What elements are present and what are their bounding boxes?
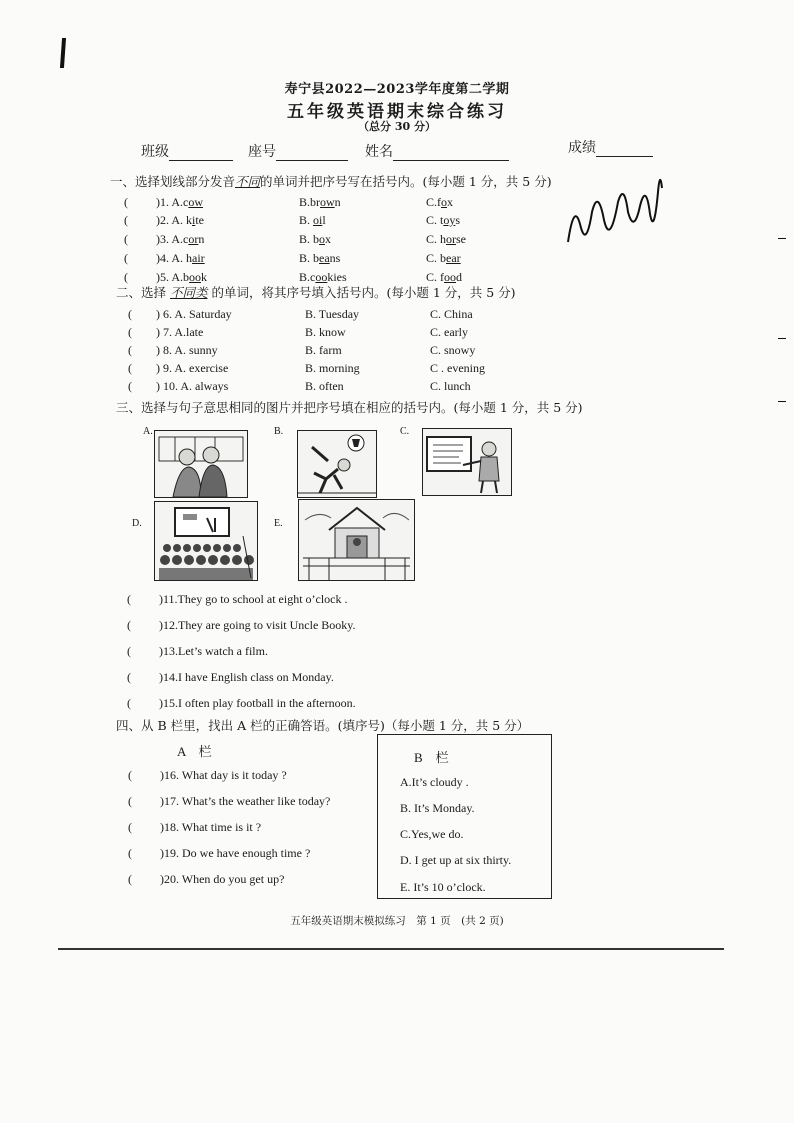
answer-bracket[interactable]: ( — [124, 195, 128, 209]
handwritten-scribble — [562, 162, 678, 248]
page-divider — [58, 948, 724, 950]
answer-option: A.It’s cloudy . — [400, 775, 469, 789]
answer-bracket[interactable]: ( — [127, 592, 131, 606]
question-item: )1. A.cow — [156, 195, 203, 209]
sentence-item: )14.I have English class on Monday. — [159, 670, 334, 684]
answer-bracket[interactable]: ( — [124, 213, 128, 227]
picture-b-football — [297, 430, 377, 498]
option-b: B.brown — [299, 195, 341, 209]
picture-label-b: B. — [274, 426, 284, 437]
answer-option: B. It’s Monday. — [400, 801, 475, 815]
answer-bracket[interactable]: ( — [128, 325, 132, 339]
option-b: B. oil — [299, 213, 326, 227]
option-b: B. often — [305, 379, 344, 393]
picture-label-c: C. — [400, 426, 410, 437]
question-item: )16. What day is it today ? — [160, 768, 287, 782]
picture-label-a: A. — [143, 426, 153, 437]
score-field[interactable] — [568, 137, 653, 157]
option-c: C. horse — [426, 232, 467, 246]
class-blank[interactable] — [169, 146, 233, 161]
option-c: C. bear — [426, 251, 461, 265]
scan-mark — [60, 38, 66, 68]
column-b-box — [377, 734, 552, 899]
sentence-item: )12.They are going to visit Uncle Booky. — [159, 618, 356, 632]
option-c: C. lunch — [430, 379, 471, 393]
answer-bracket[interactable]: ( — [128, 794, 132, 808]
option-b: B. know — [305, 325, 346, 339]
sentence-item: )11.They go to school at eight o’clock . — [159, 592, 348, 606]
option-c: C.fox — [426, 195, 453, 209]
answer-bracket[interactable]: ( — [128, 872, 132, 886]
question-item: )17. What’s the weather like today? — [160, 794, 331, 808]
exam-title-line2: 五年级英语期末综合练习 — [287, 102, 507, 122]
option-b: B. beans — [299, 251, 341, 265]
answer-bracket[interactable]: ( — [128, 379, 132, 393]
question-item: ) 10. A. always — [156, 379, 229, 393]
question-item: )3. A.corn — [156, 232, 205, 246]
option-c: C. food — [426, 270, 462, 284]
section2-heading: 二、选择 不同类 的单词，将其序号填入括号内。(每小题 1 分，共 5 分) — [116, 285, 516, 300]
option-b: B. morning — [305, 361, 360, 375]
answer-bracket[interactable]: ( — [127, 670, 131, 684]
sentence-item: )13.Let’s watch a film. — [159, 644, 268, 658]
option-c: C. China — [430, 307, 473, 321]
answer-bracket[interactable]: ( — [128, 361, 132, 375]
question-item: ) 9. A. exercise — [156, 361, 229, 375]
answer-option: C.Yes,we do. — [400, 827, 464, 841]
answer-bracket[interactable]: ( — [124, 251, 128, 265]
picture-c-teacher-board — [422, 428, 512, 496]
answer-bracket[interactable]: ( — [127, 696, 131, 710]
answer-bracket[interactable]: ( — [128, 768, 132, 782]
picture-e-visit-house — [298, 499, 415, 581]
question-item: ) 8. A. sunny — [156, 343, 218, 357]
total-score-note: （总分 30 分） — [358, 120, 436, 133]
class-field[interactable] — [141, 141, 233, 161]
question-item: )20. When do you get up? — [160, 872, 285, 886]
option-c: C. snowy — [430, 343, 476, 357]
question-item: )19. Do we have enough time ? — [160, 846, 311, 860]
seat-label: 座号 — [248, 144, 276, 160]
picture-label-d: D. — [132, 518, 142, 529]
question-item: ) 7. A.late — [156, 325, 204, 339]
answer-option: D. I get up at six thirty. — [400, 853, 512, 867]
option-b: B. farm — [305, 343, 342, 357]
class-label: 班级 — [141, 144, 169, 160]
question-item: )2. A. kite — [156, 213, 205, 227]
answer-bracket[interactable]: ( — [128, 343, 132, 357]
column-a-title: A 栏 — [177, 744, 212, 759]
answer-bracket[interactable]: ( — [128, 820, 132, 834]
seat-blank[interactable] — [276, 146, 348, 161]
picture-d-cinema — [154, 501, 258, 581]
picture-label-e: E. — [274, 518, 283, 529]
name-label: 姓名 — [365, 144, 393, 160]
page-footer: 五年级英语期末模拟练习 第 1 页 (共 2 页) — [290, 915, 504, 927]
section4-heading: 四、从 B 栏里，找出 A 栏的正确答语。(填序号)（每小题 1 分，共 5 分） — [116, 718, 530, 733]
column-b-title: B 栏 — [414, 750, 449, 765]
seat-field[interactable] — [248, 141, 348, 161]
option-c: C. early — [430, 325, 468, 339]
name-field[interactable] — [365, 141, 509, 161]
answer-bracket[interactable]: ( — [127, 644, 131, 658]
scan-mark — [778, 401, 786, 402]
score-blank[interactable] — [596, 142, 653, 157]
answer-option: E. It’s 10 o’clock. — [400, 880, 486, 894]
scan-mark — [778, 238, 786, 239]
question-item: )18. What time is it ? — [160, 820, 262, 834]
option-b: B. Tuesday — [305, 307, 360, 321]
section3-heading: 三、选择与句子意思相同的图片并把序号填在相应的括号内。(每小题 1 分，共 5 分) — [116, 400, 583, 415]
question-item: )5. A.book — [156, 270, 207, 284]
option-c: C . evening — [430, 361, 485, 375]
name-blank[interactable] — [393, 146, 509, 161]
section1-heading: 一、选择划线部分发音不同的单词并把序号写在括号内。(每小题 1 分，共 5 分) — [110, 174, 552, 189]
answer-bracket[interactable]: ( — [128, 307, 132, 321]
exam-title-line1: 寿宁县2022—2023学年度第二学期 — [284, 82, 510, 97]
picture-a-children-school — [154, 430, 248, 498]
answer-bracket[interactable]: ( — [128, 846, 132, 860]
option-b: B.cookies — [299, 270, 347, 284]
option-b: B. box — [299, 232, 332, 246]
question-item: )4. A. hair — [156, 251, 205, 265]
answer-bracket[interactable]: ( — [124, 270, 128, 284]
answer-bracket[interactable]: ( — [124, 232, 128, 246]
score-label: 成绩 — [568, 140, 596, 156]
answer-bracket[interactable]: ( — [127, 618, 131, 632]
scan-mark — [778, 338, 786, 339]
question-item: ) 6. A. Saturday — [156, 307, 232, 321]
option-c: C. toys — [426, 213, 461, 227]
sentence-item: )15.I often play football in the afternoon. — [159, 696, 356, 710]
